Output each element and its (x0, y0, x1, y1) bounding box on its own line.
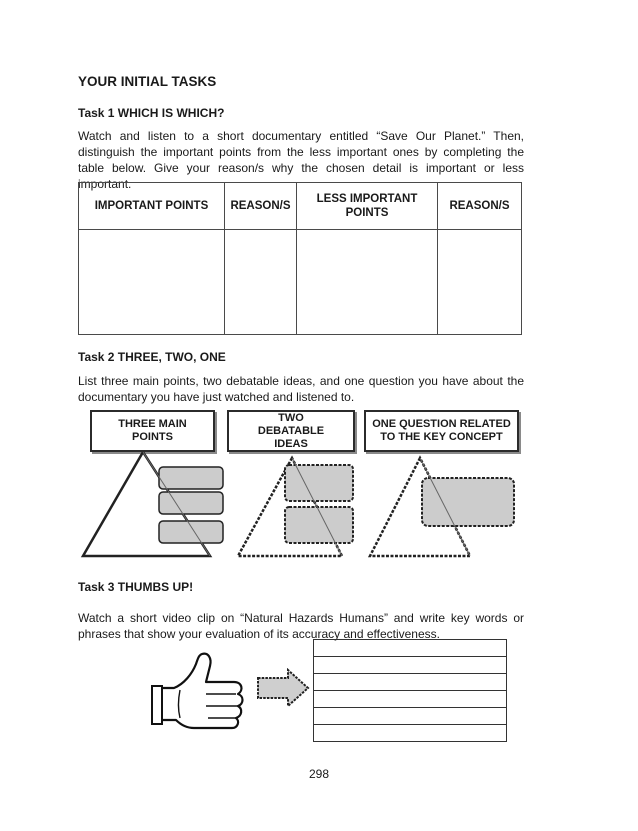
task2-organizers (80, 452, 530, 562)
answer-line[interactable] (313, 690, 507, 707)
cell-important-points[interactable] (79, 230, 225, 335)
box-two-debatable-ideas: TWO DEBATABLE IDEAS (227, 410, 355, 452)
thumbs-up-icon (150, 650, 250, 738)
header-important-points: IMPORTANT POINTS (79, 183, 225, 230)
task1-title: Task 1 WHICH IS WHICH? (78, 106, 225, 120)
arrow-right-icon (256, 668, 310, 708)
box-one-question: ONE QUESTION RELATED TO THE KEY CONCEPT (364, 410, 519, 452)
task2-title: Task 2 THREE, TWO, ONE (78, 350, 226, 364)
points-table (78, 182, 522, 335)
task3-title: Task 3 THUMBS UP! (78, 580, 194, 594)
triangle-organizer-one (370, 458, 514, 556)
cell-reasons-2[interactable] (438, 230, 522, 335)
triangle-organizer-three (83, 452, 223, 556)
cell-less-important-points[interactable] (297, 230, 438, 335)
task1-instructions: Watch and listen to a short documentary entitled “Save Our Planet.” Then, distinguish the important points from the less important ones by completing the table below. Give your reason/s why the chosen detail is important or less important. (78, 129, 524, 191)
header-less-important-points: LESS IMPORTANT POINTS (297, 183, 438, 230)
answer-line[interactable] (313, 673, 507, 690)
triangle-organizer-two (238, 458, 353, 556)
answer-line[interactable] (313, 724, 507, 742)
box-three-main-points: THREE MAIN POINTS (90, 410, 215, 452)
answer-line[interactable] (313, 656, 507, 673)
answer-line[interactable] (313, 707, 507, 724)
task2-instructions: List three main points, two debatable ideas, and one question you have about the documentary you have just watched and listened to. (78, 374, 524, 404)
cell-reasons-1[interactable] (225, 230, 297, 335)
answer-lines[interactable] (313, 639, 507, 742)
page-number: 298 (308, 767, 330, 781)
header-reasons-1: REASON/S (225, 183, 297, 230)
answer-line[interactable] (313, 639, 507, 656)
header-reasons-2: REASON/S (438, 183, 522, 230)
task3-instructions: Watch a short video clip on “Natural Hazards Humans” and write key words or phrases that show your evaluation of its accuracy and effectiveness. (78, 611, 524, 641)
section-heading: YOUR INITIAL TASKS (78, 74, 217, 89)
